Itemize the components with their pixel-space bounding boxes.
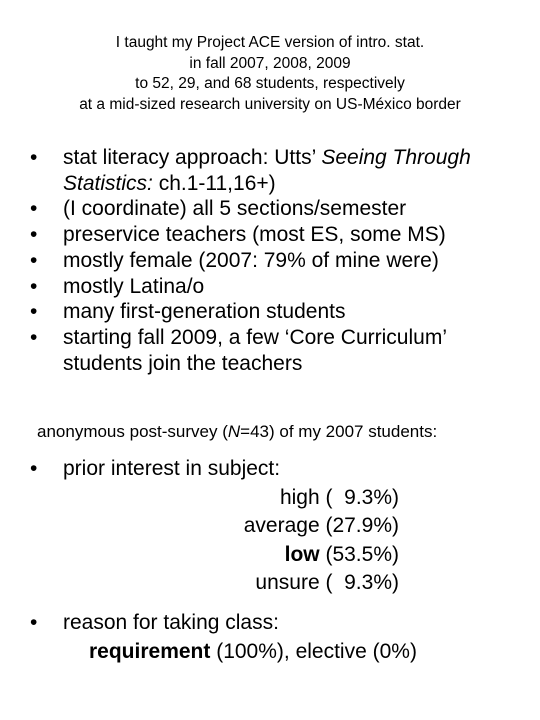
bullet-item xyxy=(30,145,530,196)
course-facts-list xyxy=(30,145,530,376)
interest-heading: • prior interest in subject: xyxy=(30,455,399,484)
reason-results xyxy=(30,638,417,667)
survey-text: =43) of my 2007 students: xyxy=(240,422,438,441)
reason-values: (100%), elective (0%) xyxy=(210,639,417,663)
survey-text: anonymous post-survey ( xyxy=(37,422,228,441)
bullet-text: ch.1-11,16+) xyxy=(152,171,276,195)
interest-average: average (27.9%) xyxy=(243,514,399,538)
interest-low xyxy=(63,541,399,570)
bullet-item: • starting fall 2009, a few ‘Core Curriculum’ students join the teachers xyxy=(30,325,530,376)
interest-block xyxy=(30,455,399,598)
survey-n-label: N xyxy=(227,422,241,441)
bullet-text: stat literacy approach: Utts’ xyxy=(63,146,322,169)
interest-low-value: (53.5%) xyxy=(319,542,399,566)
bullet-item: • mostly Latina/o xyxy=(30,274,530,300)
bullet-item: • preservice teachers (most ES, some MS) xyxy=(30,222,530,248)
book-title: Seeing Through Statistics: xyxy=(63,146,471,195)
interest-results xyxy=(63,484,399,598)
header-line: to 52, 29, and 68 students, respectively xyxy=(135,75,405,92)
bullet-item: • (I coordinate) all 5 sections/semester xyxy=(30,196,530,222)
reason-block xyxy=(30,609,417,666)
interest-unsure: unsure ( 9.3%) xyxy=(255,571,399,595)
header-line: in fall 2007, 2008, 2009 xyxy=(189,54,351,72)
bullet-item: • mostly female (2007: 79% of mine were) xyxy=(30,248,530,274)
survey-heading xyxy=(37,422,437,442)
interest-high: high ( 9.3%) xyxy=(279,485,399,509)
bullet-item: • many first-generation students xyxy=(30,299,530,325)
header-line: I taught my Project ACE version of intro. stat. xyxy=(115,34,425,51)
header-line: at a mid-sized research university on US-México border xyxy=(79,95,461,113)
reason-heading: • reason for taking class: xyxy=(30,609,417,638)
reason-requirement-label: requirement xyxy=(89,639,211,663)
interest-low-label: low xyxy=(284,542,320,566)
slide-header xyxy=(0,33,540,115)
